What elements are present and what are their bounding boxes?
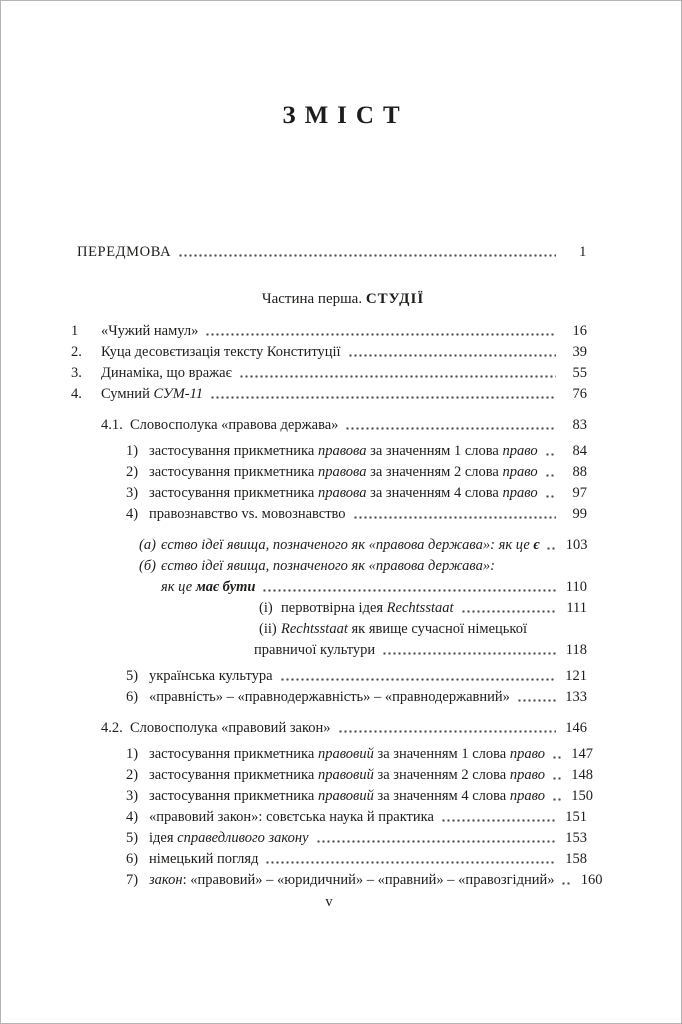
toc-row [71, 242, 587, 263]
label-segment: правовий [317, 746, 374, 762]
label-segment: : «правовий» – «юридичний» – «правний» – «правозгідний» [182, 872, 555, 888]
toc-row [71, 744, 593, 765]
label-segment: застосування прикметника [149, 767, 318, 783]
label-segment: правничої культури [254, 642, 376, 658]
toc-row-label [101, 363, 232, 384]
dot-leader [348, 354, 556, 357]
label-segment: за значенням 1 слова [373, 746, 510, 762]
label-segment: правовий [317, 788, 374, 804]
label-segment: право [502, 464, 538, 480]
label-segment: за значенням 2 слова [366, 464, 503, 480]
toc-row-page-number: 158 [565, 851, 587, 867]
label-segment: українська культура [149, 668, 273, 684]
label-segment: Словосполука «правовий закон» [130, 720, 331, 736]
label-segment: право [509, 746, 545, 762]
toc-row [71, 619, 587, 640]
toc-row-marker: 4.1. [101, 417, 123, 433]
label-segment: за значенням 1 слова [366, 443, 503, 459]
dot-leader [205, 333, 556, 336]
part-heading [85, 289, 601, 310]
label-segment: Rechtsstaat [386, 600, 454, 616]
label-segment: СТУДІЇ [365, 291, 425, 307]
label-segment: «Чужий намул» [101, 323, 199, 339]
toc-row-label [149, 687, 510, 708]
toc-row-marker: (ii) [259, 621, 277, 637]
label-segment: Частина перша. [261, 291, 366, 307]
label-segment: застосування прикметника [149, 746, 318, 762]
dot-leader [552, 777, 562, 780]
dot-leader [545, 453, 556, 456]
label-segment: право [509, 788, 545, 804]
toc-row-label [149, 828, 309, 849]
toc-row-page-number: 83 [572, 417, 587, 433]
label-segment: справедливого закону [177, 830, 309, 846]
toc-row-page-number: 151 [565, 809, 587, 825]
label-segment: ідея [149, 830, 178, 846]
toc-row-label [101, 384, 203, 405]
label-segment: правова [317, 464, 367, 480]
dot-leader [382, 652, 556, 655]
toc-row [71, 504, 587, 525]
toc-row-label [101, 342, 341, 363]
label-segment: «правовий закон»: совєтська наука й практика [149, 809, 434, 825]
toc-row-marker: 3. [71, 365, 82, 381]
toc-row [71, 807, 587, 828]
dot-leader [262, 589, 556, 592]
toc-row-marker: 2. [71, 344, 82, 360]
label-segment: «правність» – «правнодержавність» – «правнодержавний» [149, 689, 510, 705]
dot-leader [345, 427, 556, 430]
dot-leader [210, 396, 556, 399]
toc-row-marker: (б) [139, 558, 156, 574]
label-segment: єство ідеї явища, позначеного як «правова держава»: як це [161, 537, 534, 553]
toc-row [71, 342, 587, 363]
toc-row-page-number: 150 [571, 788, 593, 804]
toc-row-marker: 2) [126, 767, 139, 783]
toc-row-page-number: 153 [565, 830, 587, 846]
dot-leader [316, 840, 556, 843]
dot-leader [546, 547, 556, 550]
toc-row [71, 441, 587, 462]
toc-row-label [149, 765, 545, 786]
label-segment: застосування прикметника [149, 464, 318, 480]
label-segment: правознавство vs. мовознавство [149, 506, 346, 522]
dot-leader [461, 610, 556, 613]
toc-row [71, 786, 593, 807]
toc-row [71, 556, 587, 577]
toc-row-page-number: 97 [572, 485, 587, 501]
toc-row-marker: 3) [126, 788, 139, 804]
label-segment: Куца десовєтизація тексту Конституції [101, 344, 341, 360]
dot-leader [178, 254, 556, 257]
toc-row-page-number: 39 [572, 344, 587, 360]
label-segment: право [509, 767, 545, 783]
dot-leader [338, 730, 556, 733]
label-segment: Словосполука «правова держава» [130, 417, 339, 433]
toc-row-marker: (а) [139, 537, 156, 553]
toc-row-label [77, 242, 171, 263]
dot-leader [552, 756, 562, 759]
dot-leader [561, 882, 571, 885]
toc-row-label [149, 441, 538, 462]
dot-leader [239, 375, 556, 378]
toc-row-marker: 4) [126, 809, 139, 825]
toc-row-page-number: 133 [565, 689, 587, 705]
toc-row-label [149, 849, 258, 870]
toc-row-label [281, 598, 454, 619]
toc-row-marker: 1) [126, 746, 139, 762]
dot-leader [280, 678, 556, 681]
toc-row-page-number: 118 [565, 642, 587, 658]
toc-row [71, 718, 587, 739]
dot-leader [265, 861, 556, 864]
label-segment: єство ідеї явища, позначеного як «правова держава»: [161, 558, 495, 574]
toc-row-marker: 1) [126, 443, 139, 459]
label-segment: застосування прикметника [149, 788, 318, 804]
toc-row [71, 640, 587, 661]
toc-row [71, 415, 587, 436]
label-segment: є [533, 537, 540, 553]
toc-row-label [149, 870, 554, 891]
toc-row-label [130, 415, 338, 436]
label-segment: правова [317, 485, 367, 501]
label-segment: застосування прикметника [149, 485, 318, 501]
label-segment: як явище сучасної німецької [347, 621, 528, 637]
page-title: ЗМІСТ [282, 102, 409, 129]
toc-row-page-number: 16 [572, 323, 587, 339]
toc-row-page-number: 88 [572, 464, 587, 480]
toc-row-page-number: 111 [566, 600, 587, 616]
label-segment: застосування прикметника [149, 443, 318, 459]
toc-row-label [281, 619, 527, 640]
toc-row-label [161, 535, 539, 556]
toc-row-label [149, 462, 538, 483]
toc-row-page-number: 84 [572, 443, 587, 459]
dot-leader [545, 474, 556, 477]
toc-row-label [149, 807, 434, 828]
toc-row-page-number: 103 [565, 537, 588, 553]
page-number: v [325, 894, 333, 910]
toc-row [71, 828, 587, 849]
label-segment: право [502, 443, 538, 459]
toc-row-marker: (i) [259, 600, 273, 616]
toc-row-marker: 4) [126, 506, 139, 522]
toc-row-label [149, 666, 273, 687]
toc-row-page-number: 55 [572, 365, 587, 381]
label-segment: як це [161, 579, 196, 595]
toc-row [71, 870, 603, 891]
dot-leader [353, 516, 556, 519]
toc-row [71, 462, 587, 483]
label-segment: німецький погляд [149, 851, 259, 867]
toc-row-marker: 5) [126, 668, 139, 684]
dot-leader [517, 699, 556, 702]
label-segment: має бути [195, 579, 256, 595]
label-segment: Rechtsstaat [281, 621, 348, 637]
toc-row-page-number: 99 [572, 506, 587, 522]
dot-leader [545, 495, 556, 498]
label-segment: Динаміка, що вражає [101, 365, 232, 381]
toc-row [71, 765, 593, 786]
toc-row-label [149, 504, 346, 525]
toc-row [71, 363, 587, 384]
toc-row-label [130, 718, 331, 739]
toc-row [71, 666, 587, 687]
toc-row [71, 384, 587, 405]
label-segment: за значенням 4 слова [373, 788, 510, 804]
toc-row-marker: 2) [126, 464, 139, 480]
toc-row-page-number: 160 [580, 872, 603, 888]
toc-row-label [149, 786, 545, 807]
toc-row-marker: 5) [126, 830, 139, 846]
toc-row-page-number: 146 [565, 720, 587, 736]
toc-row-label [149, 483, 538, 504]
dot-leader [552, 798, 562, 801]
toc-row [71, 321, 587, 342]
toc-row-label [161, 577, 255, 598]
dot-leader [441, 819, 556, 822]
toc-row [71, 849, 587, 870]
toc-row [71, 535, 587, 556]
toc-row-marker: 3) [126, 485, 139, 501]
label-segment: первотвірна ідея [281, 600, 387, 616]
toc-row-label [101, 321, 198, 342]
label-segment: закон [149, 872, 183, 888]
toc-row-page-number: 76 [572, 386, 587, 402]
toc-row-marker: 6) [126, 851, 139, 867]
toc-row-page-number: 147 [571, 746, 593, 762]
toc-row [71, 687, 587, 708]
toc-row [71, 577, 587, 598]
toc-row-marker: 4.2. [101, 720, 123, 736]
toc-list [71, 242, 603, 891]
toc-row-label [161, 556, 495, 577]
toc-row-marker: 4. [71, 386, 82, 402]
label-segment: за значенням 4 слова [366, 485, 503, 501]
toc-row-page-number: 1 [579, 244, 587, 260]
toc-row-label [254, 640, 375, 661]
label-segment: правовий [317, 767, 374, 783]
label-segment: ПЕРЕДМОВА [77, 244, 172, 260]
toc-row [71, 598, 587, 619]
toc-row-marker: 1 [71, 323, 79, 339]
toc-row-marker: 6) [126, 689, 139, 705]
toc-row-page-number: 110 [565, 579, 587, 595]
label-segment: за значенням 2 слова [373, 767, 510, 783]
label-segment: СУМ-11 [153, 386, 204, 402]
label-segment: Сумний [101, 386, 154, 402]
toc-row-marker: 7) [126, 872, 139, 888]
label-segment: право [502, 485, 538, 501]
label-segment: правова [317, 443, 367, 459]
toc-row-page-number: 148 [571, 767, 593, 783]
toc-row [71, 483, 587, 504]
toc-row-label [149, 744, 545, 765]
toc-row-page-number: 121 [565, 668, 587, 684]
